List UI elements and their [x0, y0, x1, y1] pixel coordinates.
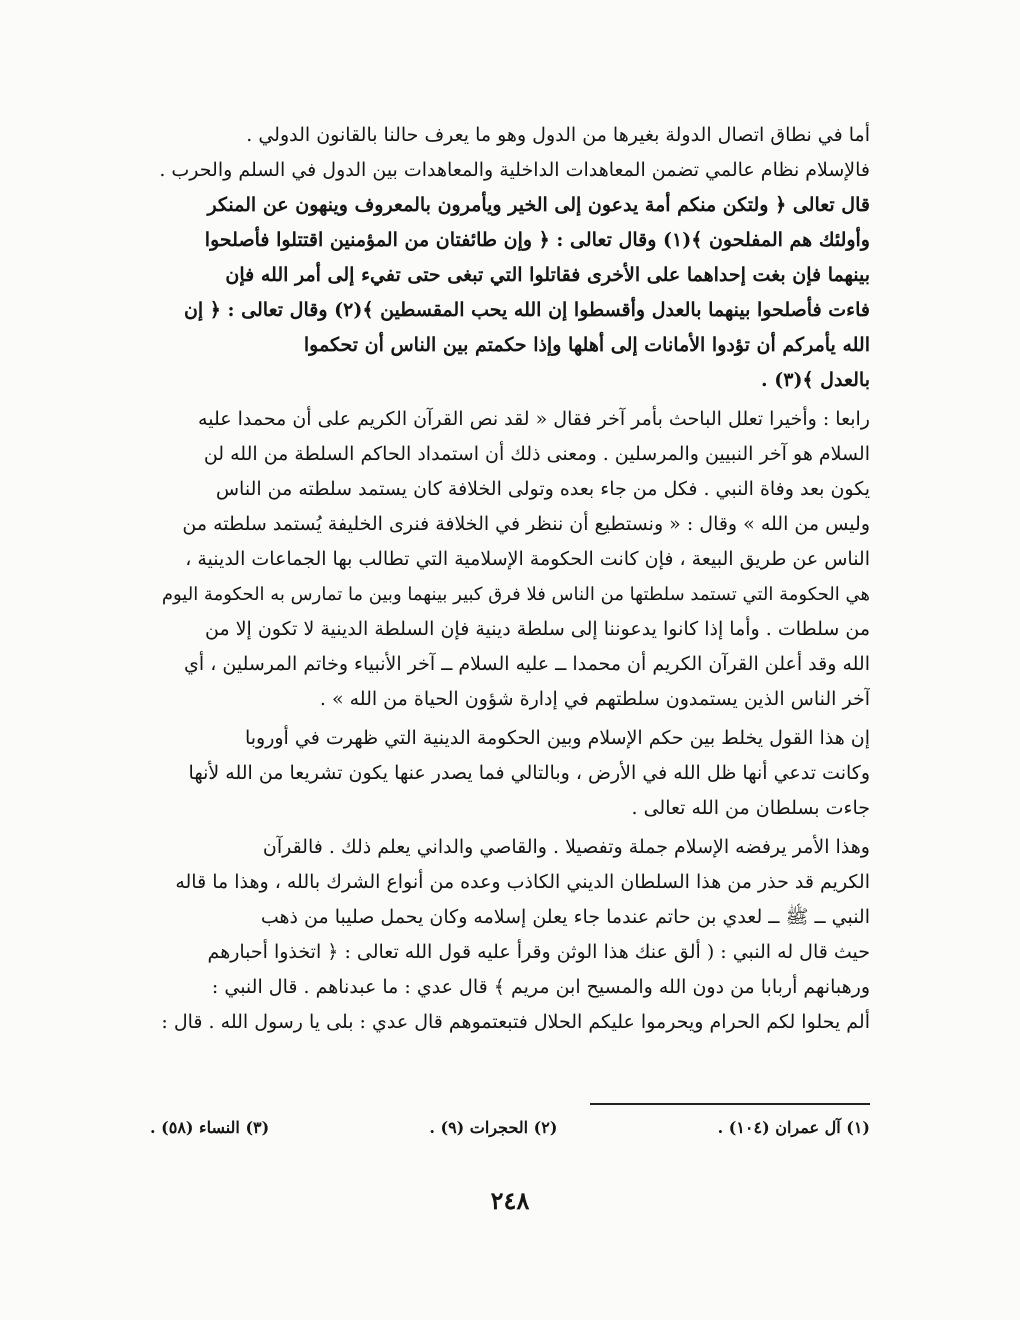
paragraph — [150, 118, 870, 398]
body-text — [150, 118, 870, 1040]
paragraph — [150, 830, 870, 1040]
text-line: بينهما فإن بغت إحداهما على الأخرى فقاتلوا التي تبغى حتى تفيء إلى أمر الله فإن — [225, 264, 870, 286]
text-line: السلام هو آخر النبيين والمرسلين . ومعنى ذلك أن استمداد الحاكم السلطة من الله لن — [203, 443, 870, 465]
text-line: إن هذا القول يخلط بين حكم الإسلام وبين الحكومة الدينية التي ظهرت في أوروبا — [244, 727, 870, 749]
text-line: أما في نطاق اتصال الدولة بغيرها من الدول وهو ما يعرف حالنا بالقانون الدولي . — [246, 124, 870, 146]
footnote-3: (٣) النساء (٥٨) . — [150, 1118, 270, 1137]
text-line: حيث قال له النبي : ( ألق عنك هذا الوثن وقرأ عليه قول الله تعالى : ﴿ اتخذوا أحبارهم — [207, 941, 870, 963]
text-line: بالعدل ﴾(٣) . — [760, 369, 870, 391]
footnote-divider — [590, 1103, 870, 1105]
document-page — [150, 118, 870, 1238]
text-line: فاءت فأصلحوا بينهما بالعدل وأقسطوا إن الله يحب المقسطين ﴾(٢) وقال تعالى : ﴿ إن — [183, 299, 870, 321]
text-line: هي الحكومة التي تستمد سلطتها من الناس فلا فرق كبير بينهما وبين ما تمارس به الحكومة اليوم — [161, 584, 870, 605]
text-line: وكانت تدعي أنها ظل الله في الأرض ، وبالتالي فما يصدر عنها يكون تشريعا من الله لأنها — [188, 762, 870, 784]
text-line: يكون بعد وفاة النبي . فكل من جاء بعده وتولى الخلافة كان يستمد سلطته من الناس — [215, 478, 870, 500]
footnote-2: (٢) الحجرات (٩) . — [429, 1118, 558, 1137]
text-line: ورهبانهم أربابا من دون الله والمسيح ابن مريم ﴾ قال عدي : ما عبدناهم . قال النبي : — [211, 976, 870, 998]
text-line: الكريم قد حذر من هذا السلطان الديني الكاذب وعده من أنواع الشرك بالله ، وهذا ما قاله — [175, 871, 870, 893]
footnotes — [150, 1118, 870, 1137]
text-line: وهذا الأمر يرفضه الإسلام جملة وتفصيلا . والقاصي والداني يعلم ذلك . فالقرآن — [262, 836, 870, 858]
text-line: ألم يحلوا لكم الحرام ويحرموا عليكم الحلال فتبعتموهم قال عدي : بلى يا رسول الله . قال : — [161, 1011, 870, 1033]
text-line: النبي ــ ﷺ ــ لعدي بن حاتم عندما جاء يعلن إسلامه وكان يحمل صليبا من ذهب — [260, 906, 870, 928]
page-number: ٢٤٨ — [490, 1186, 530, 1215]
text-line: جاءت بسلطان من الله تعالى . — [631, 797, 870, 819]
paragraph — [150, 721, 870, 826]
text-line: آخر الناس الذين يستمدون سلطتهم في إدارة شؤون الحياة من الله » . — [319, 688, 870, 710]
text-line: رابعا : وأخيرا تعلل الباحث بأمر آخر فقال « لقد نص القرآن الكريم على أن محمدا عليه — [198, 408, 870, 430]
text-line: الله يأمركم أن تؤدوا الأمانات إلى أهلها وإذا حكمتم بين الناس أن تحكموا — [303, 334, 870, 356]
text-line: وليس من الله » وقال : « ونستطيع أن ننظر في الخلافة فنرى الخليفة يُستمد سلطته من — [182, 513, 870, 535]
text-line: الناس عن طريق البيعة ، فإن كانت الحكومة الإسلامية التي تطالب بها الجماعات الدينية ، — [185, 548, 870, 570]
paragraph — [150, 402, 870, 717]
footnote-1: (١) آل عمران (١٠٤) . — [717, 1118, 870, 1137]
text-line: من سلطات . وأما إذا كانوا يدعوننا إلى سلطة دينية فإن السلطة الدينية لا تكون إلا من — [205, 618, 870, 640]
text-line: وأولئك هم المفلحون ﴾(١) وقال تعالى : ﴿ وإن طائفتان من المؤمنين اقتتلوا فأصلحوا — [204, 229, 870, 251]
text-line: الله وقد أعلن القرآن الكريم أن محمدا ــ عليه السلام ــ آخر الأنبياء وخاتم المرسلين ، أي — [184, 653, 870, 675]
text-line: قال تعالى ﴿ ولتكن منكم أمة يدعون إلى الخير ويأمرون بالمعروف وينهون عن المنكر — [207, 194, 870, 216]
text-line: فالإسلام نظام عالمي تضمن المعاهدات الداخلية والمعاهدات بين الدول في السلم والحرب . — [159, 159, 870, 181]
